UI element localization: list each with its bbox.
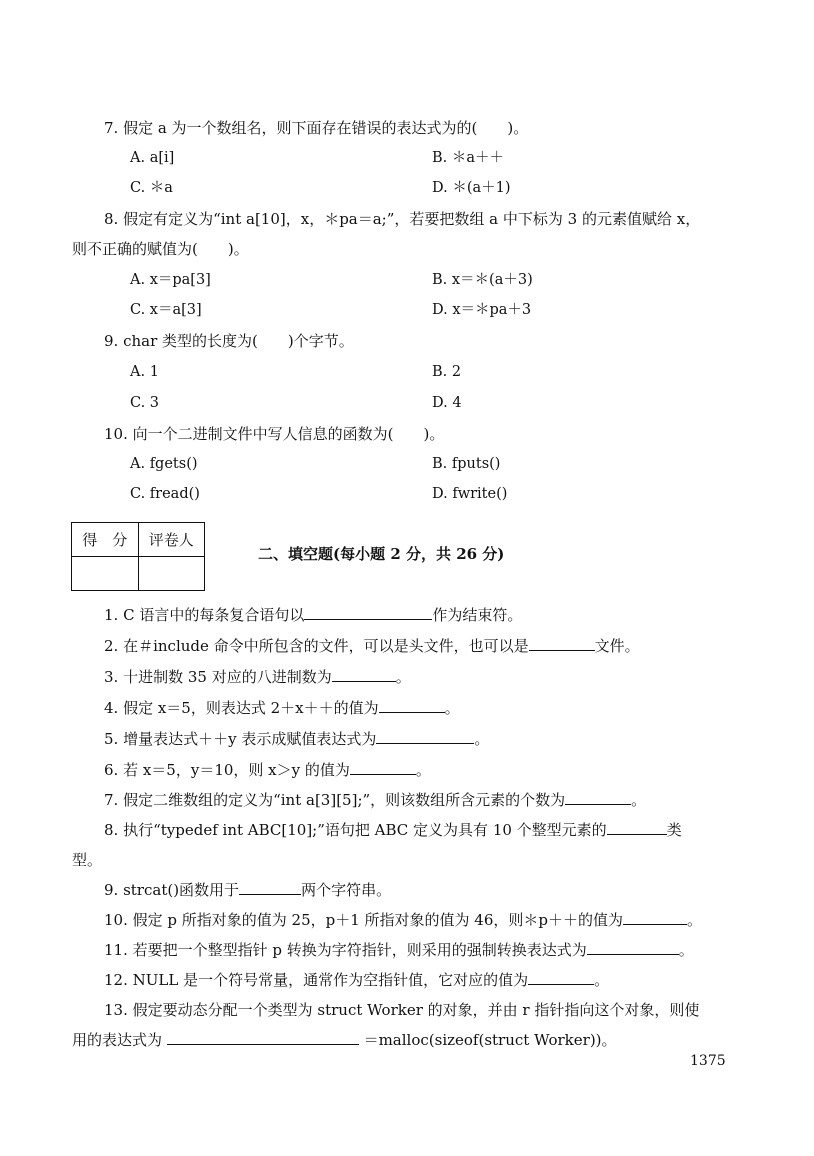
answer-blank	[167, 1030, 359, 1045]
fill-question-5	[104, 729, 489, 749]
q8-option-c: C. x＝a[3]	[130, 302, 202, 318]
fill-question-8	[104, 820, 682, 840]
q9-option-b: B. 2	[432, 364, 462, 380]
fill-q9-text-end: 两个字符串。	[301, 881, 392, 899]
fill-q10-text: 10. 假定 p 所指对象的值为 25，p＋1 所指对象的值为 46，则＊p＋＋的值为	[104, 911, 623, 929]
page-number: 1375	[690, 1053, 726, 1069]
fill-q5-text-end: 。	[474, 730, 490, 748]
fill-question-10	[104, 910, 702, 930]
fill-q11-text: 11. 若要把一个整型指针 p 转换为字符指针，则采用的强制转换表达式为	[104, 941, 587, 959]
fill-question-7	[104, 790, 646, 810]
q9-option-a: A. 1	[130, 364, 159, 380]
q7-option-c: C. ＊a	[130, 180, 173, 196]
fill-q4-text: 4. 假定 x＝5，则表达式 2＋x＋＋的值为	[104, 699, 379, 717]
fill-question-13: 13. 假定要动态分配一个类型为 struct Worker 的对象，并由 r 指针指向这个对象，则使	[104, 1001, 700, 1019]
score-label: 得 分	[72, 523, 139, 557]
score-cell	[72, 557, 139, 591]
fill-q3-text: 3. 十进制数 35 对应的八进制数为	[104, 668, 332, 686]
fill-question-6	[104, 760, 431, 780]
q7-option-b: B. ＊a＋＋	[432, 150, 505, 166]
fill-q8-text-end: 类	[666, 821, 682, 839]
score-table	[71, 522, 205, 591]
fill-q2-text: 2. 在＃include 命令中所包含的文件，可以是头文件，也可以是	[104, 637, 529, 655]
fill-q3-text-end: 。	[395, 668, 411, 686]
fill-question-12	[104, 970, 609, 990]
q9-option-c: C. 3	[130, 395, 160, 411]
fill-question-3	[104, 667, 411, 687]
question-10: 10. 向一个二进制文件中写人信息的函数为( )。	[104, 425, 445, 443]
q7-option-d: D. ＊(a＋1)	[432, 180, 511, 196]
fill-q5-text: 5. 增量表达式＋＋y 表示成赋值表达式为	[104, 730, 377, 748]
q8-option-b: B. x＝＊(a＋3)	[432, 272, 533, 288]
fill-question-11	[104, 940, 694, 960]
fill-question-4	[104, 698, 460, 718]
answer-blank	[587, 940, 679, 955]
question-7: 7. 假定 a 为一个数组名，则下面存在错误的表达式为的( )。	[104, 119, 529, 137]
answer-blank	[332, 667, 396, 682]
fill-question-1	[104, 605, 522, 625]
fill-q13-text-end: ＝malloc(sizeof(struct Worker))。	[363, 1031, 617, 1049]
fill-q11-text-end: 。	[678, 941, 694, 959]
fill-q12-text: 12. NULL 是一个符号常量，通常作为空指针值，它对应的值为	[104, 971, 529, 989]
section-2-title: 二、填空题(每小题 2 分，共 26 分)	[258, 545, 505, 563]
q7-option-a: A. a[i]	[130, 150, 175, 166]
answer-blank	[565, 790, 631, 805]
grader-cell	[138, 557, 204, 591]
question-8-continued: 则不正确的赋值为( )。	[72, 240, 249, 258]
answer-blank	[529, 636, 595, 651]
q10-option-c: C. fread()	[130, 486, 200, 502]
fill-q8-text: 8. 执行“typedef int ABC[10];”语句把 ABC 定义为具有 10 个整型元素的	[104, 821, 607, 839]
q10-option-b: B. fputs()	[432, 456, 501, 472]
q10-option-a: A. fgets()	[130, 456, 198, 472]
q10-option-d: D. fwrite()	[432, 486, 508, 502]
fill-question-9	[104, 880, 391, 900]
answer-blank	[350, 760, 416, 775]
fill-question-13-continued	[72, 1030, 617, 1050]
fill-q7-text: 7. 假定二维数组的定义为“int a[3][5];”，则该数组所含元素的个数为	[104, 791, 566, 809]
fill-q12-text-end: 。	[594, 971, 610, 989]
question-8: 8. 假定有定义为“int a[10]，x，＊pa＝a;”，若要把数组 a 中下标为 3 的元素值赋给 x，	[104, 210, 701, 228]
fill-q10-text-end: 。	[687, 911, 703, 929]
fill-q4-text-end: 。	[444, 699, 460, 717]
q8-option-d: D. x＝＊pa＋3	[432, 302, 532, 318]
fill-q1-text-end: 作为结束符。	[432, 606, 523, 624]
answer-blank	[607, 820, 667, 835]
fill-q7-text-end: 。	[631, 791, 647, 809]
fill-q1-text: 1. C 语言中的每条复合语句以	[104, 606, 305, 624]
answer-blank	[623, 910, 687, 925]
fill-question-8-continued: 型。	[72, 851, 103, 869]
grader-label: 评卷人	[138, 523, 204, 557]
answer-blank	[239, 880, 301, 895]
fill-q2-text-end: 文件。	[594, 637, 640, 655]
fill-q13-text: 用的表达式为	[72, 1031, 163, 1049]
q8-option-a: A. x＝pa[3]	[130, 272, 211, 288]
answer-blank	[379, 698, 445, 713]
q9-option-d: D. 4	[432, 395, 462, 411]
answer-blank	[304, 605, 432, 620]
fill-q6-text-end: 。	[415, 761, 431, 779]
fill-q6-text: 6. 若 x＝5，y＝10，则 x＞y 的值为	[104, 761, 350, 779]
fill-q9-text: 9. strcat()函数用于	[104, 881, 240, 899]
fill-question-2	[104, 636, 640, 656]
question-9: 9. char 类型的长度为( )个字节。	[104, 332, 354, 350]
answer-blank	[376, 729, 474, 744]
answer-blank	[528, 970, 594, 985]
